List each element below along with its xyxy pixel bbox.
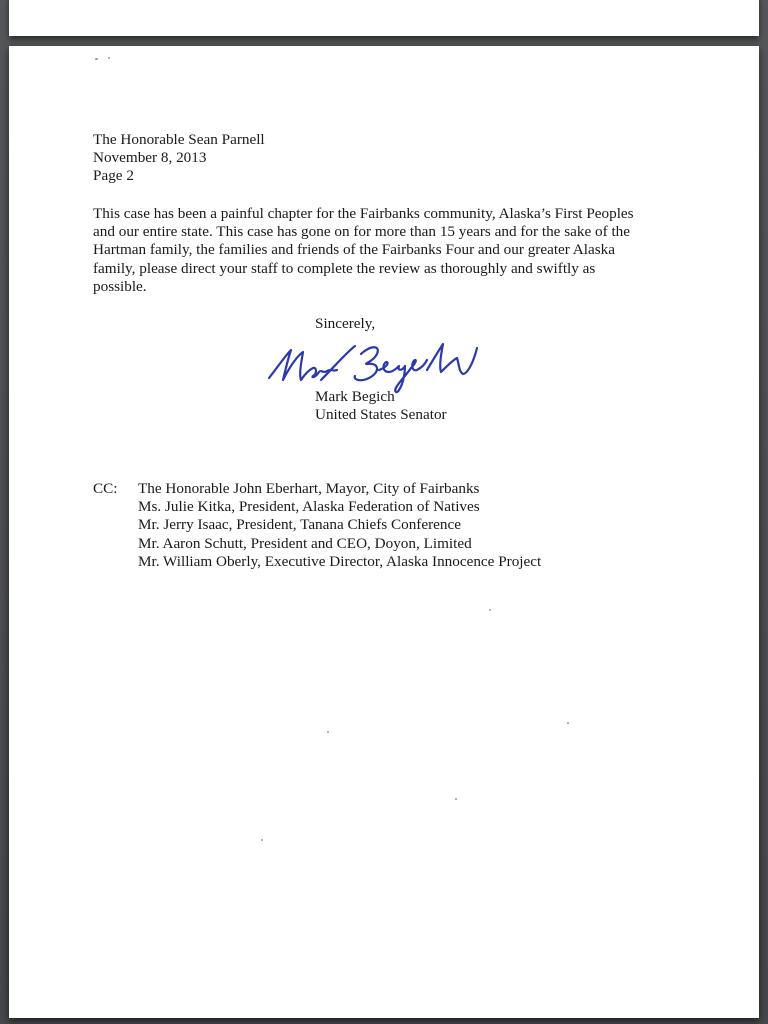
body-line: family, please direct your staff to complete the review as thoroughly and swiftly as — [93, 259, 596, 277]
date-line: November 8, 2013 — [93, 149, 207, 167]
scan-speck — [108, 57, 110, 59]
signer-title: United States Senator — [315, 406, 447, 424]
previous-page[interactable] — [9, 0, 759, 36]
scan-speck — [567, 722, 569, 724]
cc-recipient: Ms. Julie Kitka, President, Alaska Federation of Natives — [138, 498, 480, 516]
letter-body — [93, 205, 683, 296]
closing: Sincerely, — [315, 315, 376, 332]
page-number: Page 2 — [93, 167, 134, 185]
body-line: and our entire state. This case has gone on for more than 15 years and for the sake of the — [93, 223, 631, 241]
recipient-line: The Honorable Sean Parnell — [93, 131, 265, 148]
cc-recipient: The Honorable John Eberhart, Mayor, City of Fairbanks — [138, 480, 480, 497]
letter-header — [93, 131, 265, 186]
body-line: possible. — [93, 277, 147, 295]
body-line: This case has been a painful chapter for the Fairbanks community, Alaska’s First Peoples — [93, 205, 634, 222]
scan-speck — [455, 798, 457, 800]
cc-recipient: Mr. Jerry Isaac, President, Tanana Chiefs Conference — [138, 516, 461, 534]
signer-name: Mark Begich — [315, 388, 395, 405]
cc-list — [138, 480, 541, 571]
letter-page[interactable] — [9, 46, 759, 1018]
scan-speck — [261, 839, 263, 841]
signer-block — [315, 388, 447, 424]
cc-label: CC: — [93, 480, 118, 497]
scan-speck — [489, 609, 491, 611]
cc-recipient: Mr. Aaron Schutt, President and CEO, Doyon, Limited — [138, 534, 472, 552]
cc-recipient: Mr. William Oberly, Executive Director, Alaska Innocence Project — [138, 552, 542, 570]
body-line: Hartman family, the families and friends of the Fairbanks Four and our greater Alaska — [93, 241, 615, 259]
scan-speck — [95, 58, 98, 60]
scan-speck — [327, 731, 329, 733]
